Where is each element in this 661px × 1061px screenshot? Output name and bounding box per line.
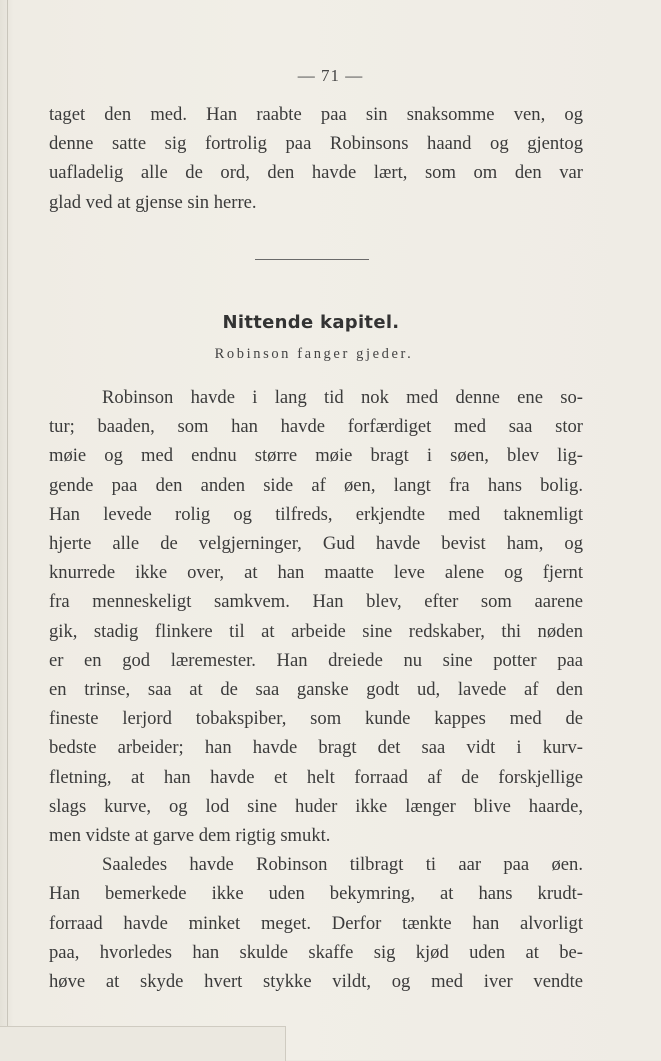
text-line: bedste arbeider; han havde bragt det saa vidt i kurv-: [49, 737, 583, 759]
text-line: tur; baaden, som han havde forfærdiget med saa stor: [49, 416, 583, 438]
text-line: fineste lerjord tobakspiber, som kunde kappes med de: [49, 708, 583, 730]
chapter-title: Nittende kapitel.: [222, 312, 400, 333]
text-line: glad ved at gjense sin herre.: [49, 191, 257, 213]
text-line: forraad havde minket meget. Derfor tænkte han alvorligt: [49, 912, 583, 934]
text-line: Robinson havde i lang tid nok med denne ene so-: [102, 387, 583, 408]
section-divider: [255, 259, 369, 260]
text-line: høve at skyde hvert stykke vildt, og med iver vendte: [49, 971, 583, 993]
chapter-body: [49, 383, 583, 996]
binding-edge: [7, 0, 8, 1060]
text-line: hjerte alle de velgjerninger, Gud havde bevist ham, og: [49, 533, 583, 555]
text-line: denne satte sig fortrolig paa Robinsons haand og gjentog: [49, 133, 583, 155]
text-line: knurrede ikke over, at han maatte leve alene og fjernt: [49, 562, 583, 584]
text-line: fletning, at han havde et helt forraad af de forskjellige: [49, 766, 583, 788]
text-line: slags kurve, og lod sine huder ikke længer blive haarde,: [49, 795, 583, 817]
chapter-subtitle: Robinson fanger gjeder.: [214, 346, 414, 362]
text-line: er en god læremester. Han dreiede nu sine potter paa: [49, 649, 583, 671]
text-line: gende paa den anden side af øen, langt fra hans bolig.: [49, 474, 583, 496]
text-line: møie og med endnu større møie bragt i søen, blev lig-: [49, 445, 583, 467]
text-line: taget den med. Han raabte paa sin snaksomme ven, og: [49, 104, 583, 125]
text-line: Han bemerkede ikke uden bekymring, at hans krudt-: [49, 883, 583, 905]
text-line: en trinse, saa at de saa ganske godt ud, lavede af den: [49, 679, 583, 701]
text-line: fra menneskeligt samkvem. Han blev, efter som aarene: [49, 591, 583, 613]
text-line: Saaledes havde Robinson tilbragt ti aar paa øen.: [102, 854, 583, 876]
text-line: paa, hvorledes han skulde skaffe sig kjød uden at be-: [49, 941, 583, 963]
text-line: gik, stadig flinkere til at arbeide sine redskaber, thi nøden: [49, 620, 583, 642]
text-line: uafladelig alle de ord, den havde lært, som om den var: [49, 162, 583, 184]
text-line: men vidste at garve dem rigtig smukt.: [49, 825, 331, 847]
page-number: — 71 —: [297, 66, 364, 85]
text-line: Han levede rolig og tilfreds, erkjendte med taknemligt: [49, 503, 583, 525]
scan-edge-mark: [0, 1026, 286, 1061]
top-paragraph: [49, 100, 583, 217]
